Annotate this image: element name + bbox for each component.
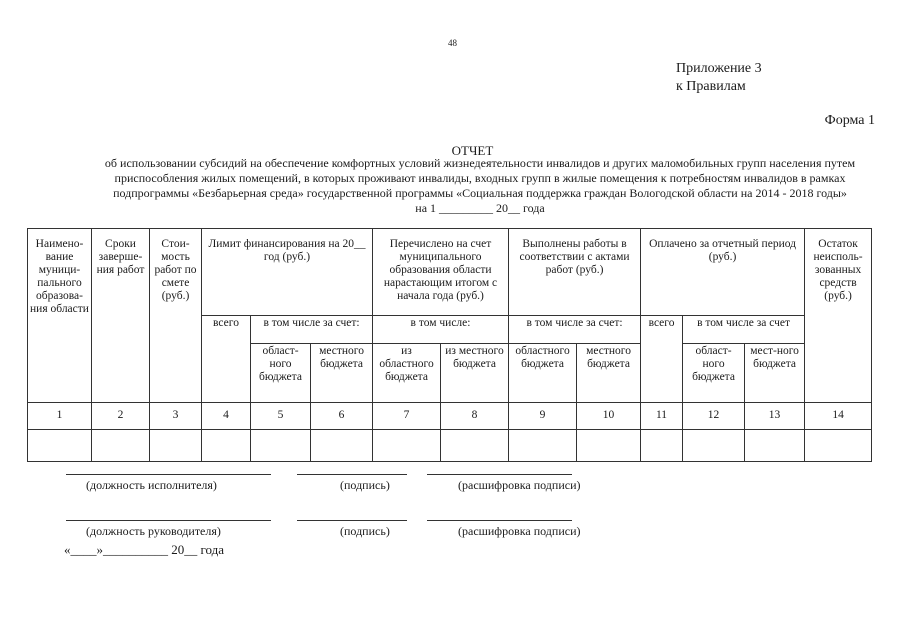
header-completed-works: Выполнены работы в соответствии с актами работ (руб.): [509, 229, 641, 316]
column-number: 1: [28, 402, 92, 429]
form-label: Форма 1: [824, 113, 875, 128]
column-number: 14: [805, 402, 872, 429]
appendix-line-2: к Правилам: [676, 79, 746, 94]
subtitle-line-1: об использовании субсидий на обеспечение комфортных условий жизнедеятельности инвалидов и других маломобильных групп населения путем: [104, 156, 856, 170]
appendix-label: [676, 60, 762, 96]
column-number: 10: [577, 402, 641, 429]
signature-line: [297, 520, 407, 521]
page-number: 48: [448, 38, 457, 48]
table-cell: [251, 429, 311, 461]
header-limit-local: местного бюджета: [311, 344, 373, 402]
table-cell: [641, 429, 683, 461]
column-number: 7: [373, 402, 441, 429]
column-number: 6: [311, 402, 373, 429]
head-signature-label: (подпись): [340, 524, 390, 538]
header-completed-local: местного бюджета: [577, 344, 641, 402]
header-completion-terms: Сроки заверше-ния работ: [92, 229, 150, 403]
header-paid-total: всего: [641, 316, 683, 402]
table-cell: [202, 429, 251, 461]
table-cell: [805, 429, 872, 461]
table-cell: [577, 429, 641, 461]
report-table: [27, 228, 872, 462]
subtitle-line-4: на 1 _________ 20__ года: [415, 201, 545, 215]
column-number: 2: [92, 402, 150, 429]
column-number: 4: [202, 402, 251, 429]
signature-line: [66, 520, 271, 521]
header-transferred-regional: из областного бюджета: [373, 344, 441, 402]
column-number: 11: [641, 402, 683, 429]
header-remainder: Остаток неисполь-зованных средств (руб.): [805, 229, 872, 403]
column-number: 3: [150, 402, 202, 429]
header-limit-incl: в том числе за счет:: [251, 316, 373, 344]
signature-line: [427, 520, 572, 521]
header-estimate-cost: Стои-мость работ по смете (руб.): [150, 229, 202, 403]
header-completed-incl: в том числе за счет:: [509, 316, 641, 344]
table-cell: [509, 429, 577, 461]
table-cell: [745, 429, 805, 461]
header-financing-limit: Лимит финансирования на 20__ год (руб.): [202, 229, 373, 316]
header-paid-local: мест-ного бюджета: [745, 344, 805, 402]
executor-signature-label: (подпись): [340, 478, 390, 492]
signature-line: [297, 474, 407, 475]
executor-decryption-label: (расшифровка подписи): [458, 478, 581, 492]
header-limit-regional: област-ного бюджета: [251, 344, 311, 402]
subtitle-line-2: приспособления жилых помещений, в которых проживают инвалиды, входных групп в жилые помещения к потребностям инвалидов в рамках: [114, 171, 846, 185]
header-completed-regional: областного бюджета: [509, 344, 577, 402]
appendix-line-1: Приложение 3: [676, 61, 762, 76]
header-transferred-local: из местного бюджета: [441, 344, 509, 402]
executor-position-label: (должность исполнителя): [86, 478, 217, 492]
table-cell: [311, 429, 373, 461]
signature-line: [427, 474, 572, 475]
column-number: 12: [683, 402, 745, 429]
header-transferred-incl: в том числе:: [373, 316, 509, 344]
header-transferred: Перечислено на счет муниципального образования области нарастающим итогом с начала года (руб.): [373, 229, 509, 316]
column-number: 9: [509, 402, 577, 429]
report-subtitle: [50, 156, 905, 216]
signature-line: [66, 474, 271, 475]
table-cell: [441, 429, 509, 461]
subtitle-line-3: подпрограммы «Безбарьерная среда» государственной программы «Социальная поддержка граждан Вологодской области на 2014 - 2018 годы»: [113, 186, 847, 200]
report-heading: ОТЧЕТ: [451, 143, 494, 158]
header-limit-total: всего: [202, 316, 251, 402]
table-cell: [150, 429, 202, 461]
column-number: 8: [441, 402, 509, 429]
head-position-label: (должность руководителя): [86, 524, 221, 538]
table-cell: [373, 429, 441, 461]
table-cell: [28, 429, 92, 461]
header-paid-period: Оплачено за отчетный период (руб.): [641, 229, 805, 316]
header-paid-regional: област-ного бюджета: [683, 344, 745, 402]
column-number: 13: [745, 402, 805, 429]
table-cell: [683, 429, 745, 461]
header-municipality: Наимено-вание муници-пального образова-ния области: [28, 229, 92, 403]
table-cell: [92, 429, 150, 461]
date-line: «____»__________ 20__ года: [64, 542, 225, 557]
column-number: 5: [251, 402, 311, 429]
head-decryption-label: (расшифровка подписи): [458, 524, 581, 538]
header-paid-incl: в том числе за счет: [683, 316, 805, 344]
